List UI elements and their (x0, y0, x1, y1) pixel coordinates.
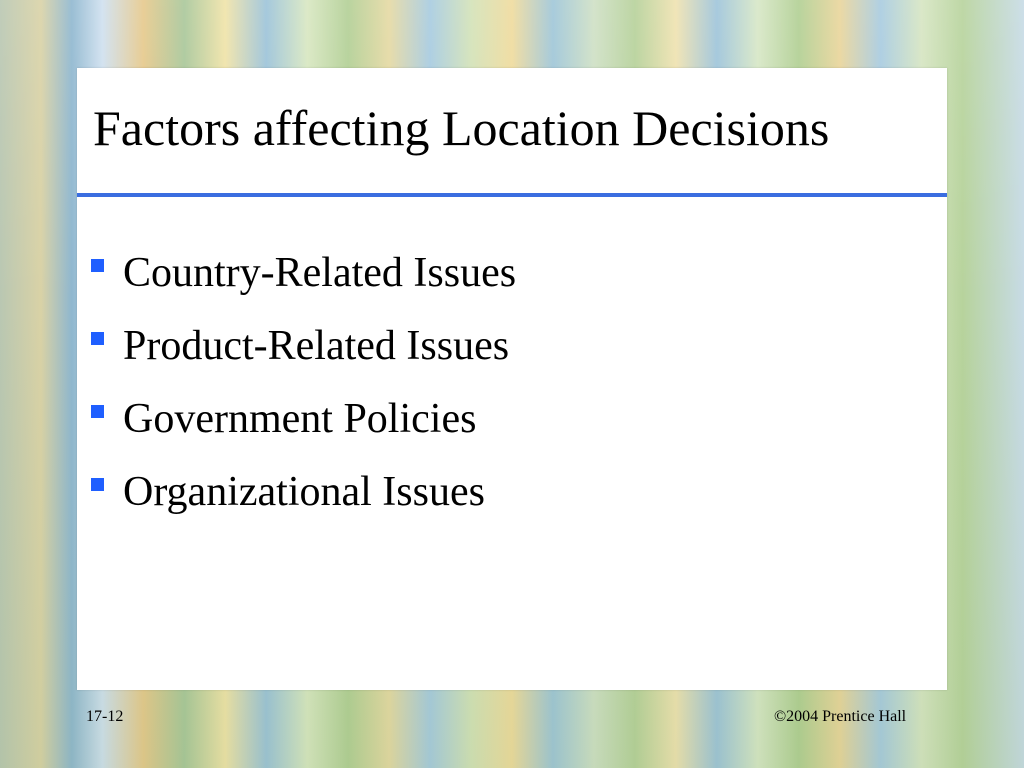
bullet-item-organizational (91, 455, 516, 528)
slide-panel (77, 68, 947, 690)
bullet-item-product (91, 309, 516, 382)
copyright-notice: ©2004 Prentice Hall (774, 708, 907, 725)
bullet-text: Organizational Issues (123, 468, 485, 515)
bullet-text: Country-Related Issues (123, 249, 517, 296)
bullet-item-country (91, 236, 516, 309)
slide-title: Factors affecting Location Decisions (93, 100, 830, 156)
square-bullet-icon (91, 332, 104, 345)
bullet-text: Government Policies (123, 395, 477, 442)
square-bullet-icon (91, 478, 104, 491)
square-bullet-icon (91, 259, 104, 272)
bullet-text: Product-Related Issues (123, 322, 510, 369)
bullet-item-government (91, 382, 516, 455)
slide-number: 17-12 (86, 708, 124, 725)
bullet-list (91, 236, 516, 528)
square-bullet-icon (91, 405, 104, 418)
title-divider (77, 193, 947, 197)
